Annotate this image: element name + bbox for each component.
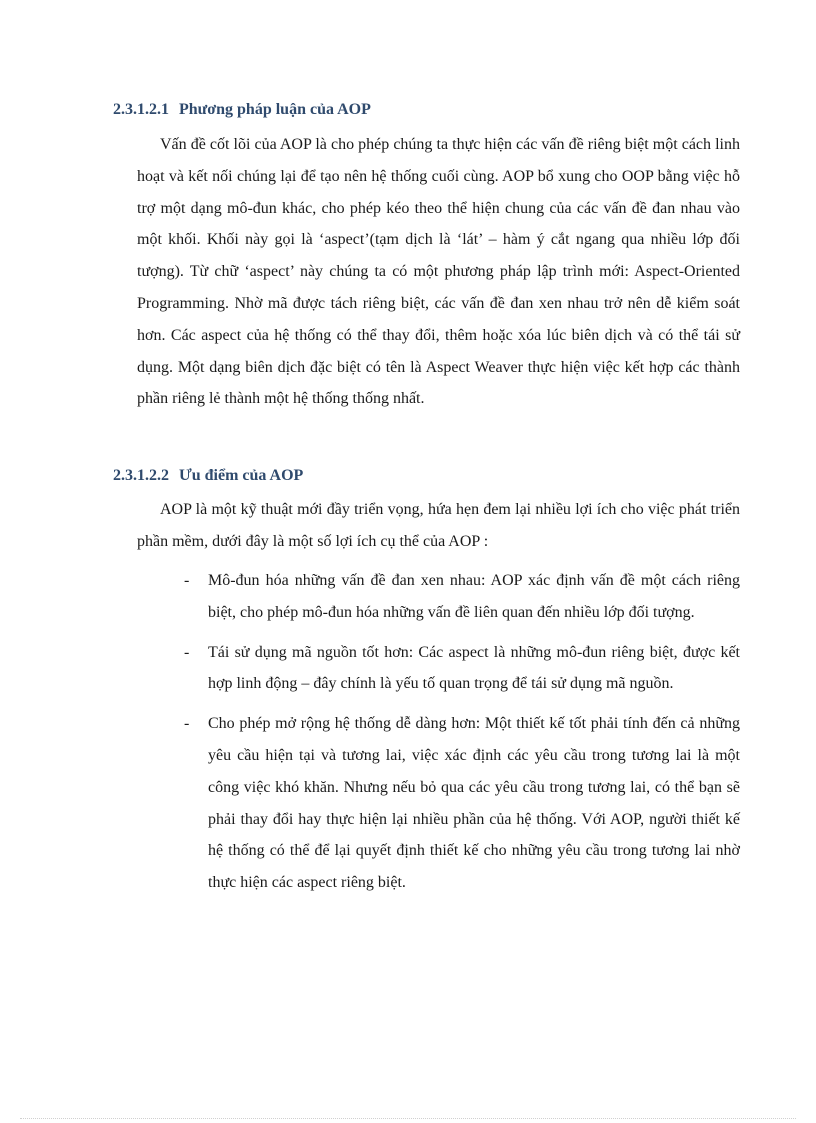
page-bottom-divider [20,1118,796,1119]
advantages-intro-paragraph: AOP là một kỹ thuật mới đầy triển vọng, hứa hẹn đem lại nhiều lợi ích cho việc phát triển phần mềm, dưới đây là một số lợi ích cụ thể của AOP : [137,501,740,550]
section-heading-methodology [113,101,371,119]
list-item [184,565,740,629]
list-item [184,708,740,899]
bullet-dash: - [184,715,190,733]
list-item-text: Mô-đun hóa những vấn đề đan xen nhau: AOP xác định vấn đề một cách riêng biệt, cho phép mô-đun hóa những vấn đề liên quan đến nhiều lớp đối tượng. [208,572,740,621]
bullet-dash: - [184,643,190,661]
list-item-text: Cho phép mở rộng hệ thống dễ dàng hơn: Một thiết kế tốt phải tính đến cả những yêu cầu hiện tại và tương lai, việc xác định các yêu cầu trong tương lai là một công việc khó khăn. Nhưng nếu bỏ qua các yêu cầu trong tương lai, có thể bạn sẽ phải thay đổi hay thực hiện lại nhiều phần của hệ thống. Với AOP, người thiết kế hệ thống có thể để lại quyết định thiết kế cho những yêu cầu trong tương lai nhờ thực hiện các aspect riêng biệt. [208,715,740,892]
advantages-list [184,565,740,907]
section-number: 2.3.1.2.2 [113,467,169,484]
section-number: 2.3.1.2.1 [113,101,169,118]
bullet-dash: - [184,572,190,589]
section-title: Phương pháp luận của AOP [179,101,371,118]
section-heading-advantages [113,467,303,485]
list-item-text: Tái sử dụng mã nguồn tốt hơn: Các aspect là những mô-đun riêng biệt, được kết hợp linh động – đây chính là yếu tố quan trọng để tái sử dụng mã nguồn. [208,643,740,693]
methodology-paragraph: Vấn đề cốt lõi của AOP là cho phép chúng ta thực hiện các vấn đề riêng biệt một cách linh hoạt và kết nối chúng lại để tạo nên hệ thống cuối cùng. AOP bổ xung cho OOP bằng việc hỗ trợ một dạng mô-đun khác, cho phép kéo theo thể hiện chung của các vấn đề đan nhau vào một khối. Khối này gọi là ‘aspect’(tạm dịch là ‘lát’ – hàm ý cắt ngang qua nhiều lớp đối tượng). Từ chữ ‘aspect’ này chúng ta có một phương pháp lập trình mới: Aspect-Oriented Programming. Nhờ mã được tách riêng biệt, các vấn đề đan xen nhau trở nên dễ kiểm soát hơn. Các aspect của hệ thống có thể thay đổi, thêm hoặc xóa lúc biên dịch và có thể tái sử dụng. Một dạng biên dịch đặc biệt có tên là Aspect Weaver thực hiện việc kết hợp các thành phần riêng lẻ thành một hệ thống thống nhất. [137,136,740,408]
list-item [184,637,740,701]
section-title: Ưu điểm của AOP [179,467,304,484]
